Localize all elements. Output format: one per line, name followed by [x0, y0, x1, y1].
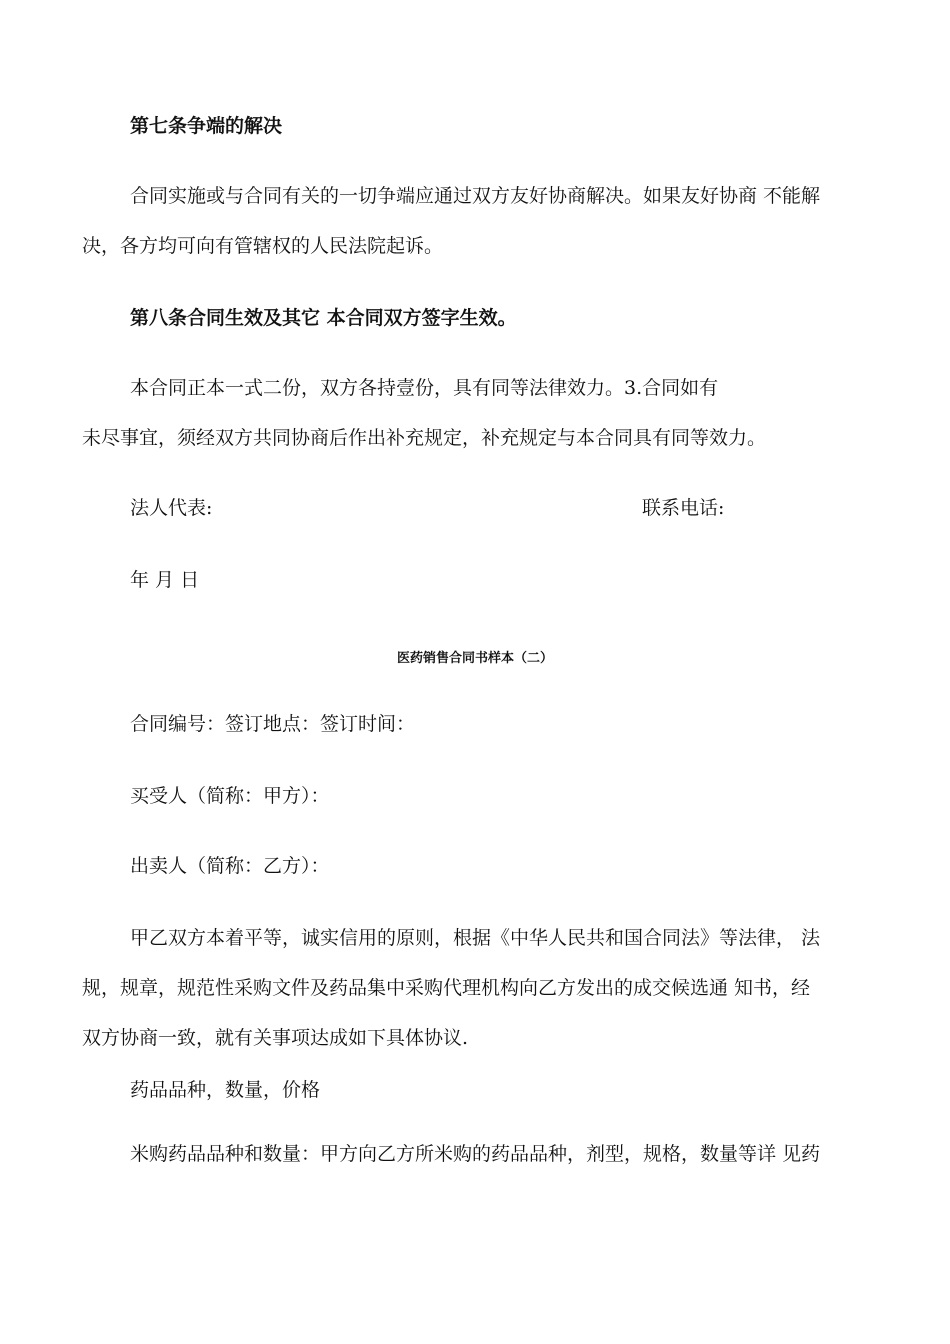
- article7-heading: 第七条争端的解决: [130, 115, 283, 137]
- section-heading-drug-varieties: 药品品种，数量，价格: [130, 1079, 321, 1101]
- intro-paragraph-line2: 规，规章，规范性采购文件及药品集中采购代理机构向乙方发出的成交候选通 知书，经: [82, 977, 811, 999]
- legal-representative-label: 法人代表:: [130, 497, 213, 519]
- article7-paragraph-line1: 合同实施或与合同有关的一切争端应通过双方友好协商解决。如果友好协商 不能解: [130, 185, 821, 207]
- contact-phone-label: 联系电话:: [642, 497, 725, 519]
- article8-heading: 第八条合同生效及其它 本合同双方签字生效。: [130, 307, 517, 329]
- buyer-line: 买受人（简称：甲方）：: [130, 785, 330, 807]
- signature-date: 年 月 日: [130, 569, 200, 591]
- sample2-title: 医药销售合同书样本（二）: [396, 651, 553, 666]
- seller-line: 出卖人（简称：乙方）：: [130, 855, 330, 877]
- article7-paragraph-line2: 决，各方均可向有管辖权的人民法院起诉。: [82, 235, 444, 257]
- article8-paragraph-line1: 本合同正本一式二份，双方各持壹份，具有同等法律效力。3.合同如有: [130, 377, 719, 399]
- article8-paragraph-line2: 未尽事宜，须经双方共同协商后作出补充规定，补充规定与本合同具有同等效力。: [82, 427, 767, 449]
- procurement-paragraph-line1: 米购药品品种和数量：甲方向乙方所米购的药品品种，剂型，规格，数量等详 见药: [130, 1143, 821, 1165]
- contract-info-line: 合同编号：签订地点：签订时间：: [130, 713, 416, 735]
- intro-paragraph-line1: 甲乙双方本着平等，诚实信用的原则，根据《中华人民共和国合同法》等法律， 法: [130, 927, 821, 949]
- intro-paragraph-line3: 双方协商一致，就有关事项达成如下具体协议.: [82, 1027, 469, 1049]
